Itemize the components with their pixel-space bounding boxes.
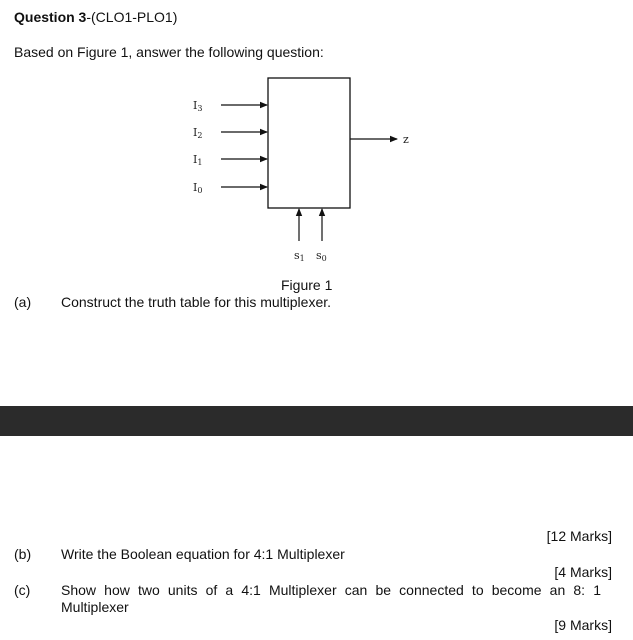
divider-band bbox=[0, 406, 633, 436]
input-label-i1: I1 bbox=[193, 153, 203, 167]
part-b-text: Write the Boolean equation for 4:1 Multiplexer bbox=[61, 546, 345, 562]
part-c-text-line2: Multiplexer bbox=[61, 599, 129, 615]
question-intro: Based on Figure 1, answer the following question: bbox=[14, 44, 324, 60]
select-label-s1: s1 bbox=[294, 249, 305, 263]
input-label-i3: I3 bbox=[193, 99, 203, 113]
input-label-i0: I0 bbox=[193, 181, 203, 195]
part-c-text: Show how two units of a 4:1 Multiplexer can be connected to become an 8: 1 bbox=[61, 582, 601, 598]
part-b-label: (b) bbox=[14, 546, 32, 562]
part-a-label: (a) bbox=[14, 294, 32, 310]
question-number: Question 3 bbox=[14, 9, 87, 25]
select-label-s0: s0 bbox=[316, 249, 327, 263]
part-a-text: Construct the truth table for this multiplexer. bbox=[61, 294, 332, 310]
input-label-i2: I2 bbox=[193, 126, 203, 140]
figure-caption: Figure 1 bbox=[281, 277, 333, 293]
part-c-marks: [9 Marks] bbox=[554, 617, 612, 633]
mux-block bbox=[268, 78, 350, 208]
multiplexer-diagram bbox=[0, 0, 633, 300]
part-a-marks: [12 Marks] bbox=[546, 528, 612, 544]
output-label: z bbox=[403, 133, 409, 146]
part-b-marks: [4 Marks] bbox=[554, 564, 612, 580]
part-c-label: (c) bbox=[14, 582, 31, 598]
question-outcome: -(CLO1-PLO1) bbox=[86, 9, 178, 25]
